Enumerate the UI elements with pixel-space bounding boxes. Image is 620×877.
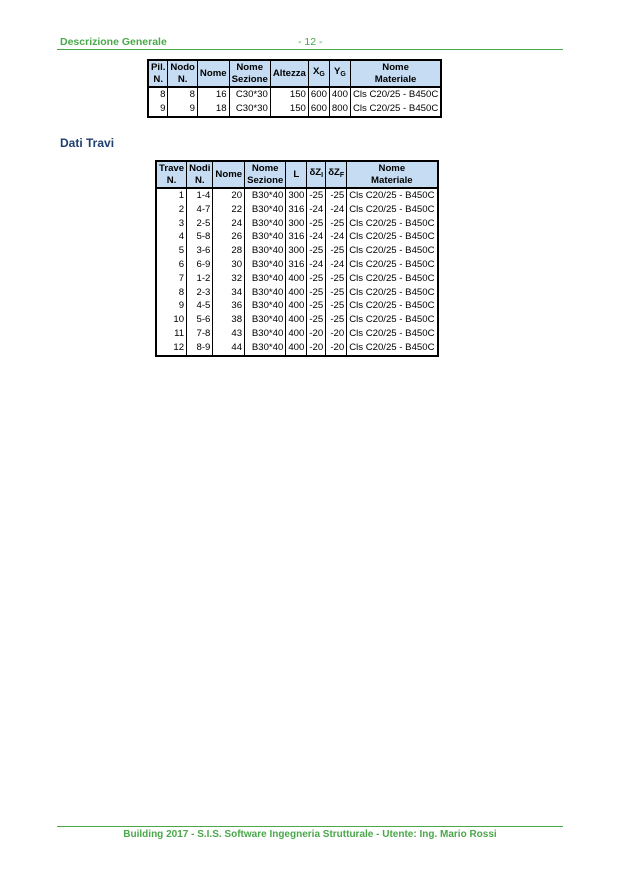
table-cell: -24 bbox=[326, 203, 347, 217]
table-row bbox=[156, 327, 438, 341]
table-cell: -20 bbox=[326, 327, 347, 341]
col-header-nodi: Nodi N. bbox=[187, 161, 213, 188]
table-cell: 26 bbox=[213, 230, 245, 244]
table-cell: -25 bbox=[307, 244, 326, 258]
col-header-pilastro: Pil. N. bbox=[148, 60, 168, 87]
col-header-delta-zi: $\delta Z_I$ bbox=[307, 161, 326, 188]
table-cell: 11 bbox=[156, 327, 187, 341]
table-cell: 400 bbox=[286, 341, 307, 356]
table-cell: 316 bbox=[286, 203, 307, 217]
table-row bbox=[156, 272, 438, 286]
table-cell: -24 bbox=[307, 258, 326, 272]
table-cell: 8 bbox=[148, 87, 168, 102]
table-cell: 9 bbox=[168, 102, 198, 117]
table-cell: B30*40 bbox=[245, 244, 286, 258]
table-cell: -25 bbox=[307, 272, 326, 286]
table-cell: B30*40 bbox=[245, 188, 286, 203]
table-cell: 2-3 bbox=[187, 286, 213, 300]
table-cell: C30*30 bbox=[229, 87, 270, 102]
col-header-nome-materiale: Nome Materiale bbox=[347, 161, 438, 188]
table-cell: Cls C20/25 - B450C bbox=[347, 258, 438, 272]
table-cell: 5-6 bbox=[187, 313, 213, 327]
table-cell: -25 bbox=[326, 188, 347, 203]
table-row bbox=[156, 217, 438, 231]
table-cell: 400 bbox=[286, 313, 307, 327]
table-cell: Cls C20/25 - B450C bbox=[347, 341, 438, 356]
table-cell: B30*40 bbox=[245, 286, 286, 300]
table-cell: 1 bbox=[156, 188, 187, 203]
table-cell: -25 bbox=[326, 299, 347, 313]
table-cell: 20 bbox=[213, 188, 245, 203]
table-cell: 5 bbox=[156, 244, 187, 258]
pilastri-table bbox=[147, 59, 442, 118]
pilastri-table-header bbox=[148, 60, 441, 87]
table-cell: 12 bbox=[156, 341, 187, 356]
table-row bbox=[156, 230, 438, 244]
table-cell: B30*40 bbox=[245, 341, 286, 356]
table-row bbox=[156, 313, 438, 327]
table-cell: 600 bbox=[308, 102, 329, 117]
table-cell: 5-8 bbox=[187, 230, 213, 244]
header-divider bbox=[57, 49, 563, 50]
table-cell: -20 bbox=[307, 341, 326, 356]
table-row bbox=[156, 244, 438, 258]
table-cell: B30*40 bbox=[245, 217, 286, 231]
table-row bbox=[156, 299, 438, 313]
table-cell: 800 bbox=[329, 102, 350, 117]
table-cell: 24 bbox=[213, 217, 245, 231]
travi-table-body bbox=[156, 188, 438, 356]
table-row bbox=[156, 258, 438, 272]
table-row bbox=[156, 188, 438, 203]
travi-table bbox=[155, 160, 439, 357]
footer-text: Building 2017 - S.I.S. Software Ingegneria Strutturale - Utente: Ing. Mario Rossi bbox=[123, 829, 497, 840]
table-cell: Cls C20/25 - B450C bbox=[347, 217, 438, 231]
table-cell: 32 bbox=[213, 272, 245, 286]
table-cell: -24 bbox=[326, 230, 347, 244]
table-cell: 8 bbox=[168, 87, 198, 102]
table-cell: B30*40 bbox=[245, 299, 286, 313]
table-cell: 150 bbox=[270, 87, 308, 102]
table-cell: B30*40 bbox=[245, 327, 286, 341]
table-cell: 316 bbox=[286, 258, 307, 272]
table-cell: 2-5 bbox=[187, 217, 213, 231]
table-cell: 4-5 bbox=[187, 299, 213, 313]
table-cell: Cls C20/25 - B450C bbox=[347, 299, 438, 313]
table-cell: 22 bbox=[213, 203, 245, 217]
table-cell: -25 bbox=[326, 272, 347, 286]
col-header-nome-sezione: Nome Sezione bbox=[245, 161, 286, 188]
table-cell: C30*30 bbox=[229, 102, 270, 117]
table-cell: 2 bbox=[156, 203, 187, 217]
col-header-nome-sezione: Nome Sezione bbox=[229, 60, 270, 87]
table-cell: B30*40 bbox=[245, 230, 286, 244]
table-row bbox=[156, 341, 438, 356]
table-cell: 400 bbox=[286, 286, 307, 300]
table-cell: B30*40 bbox=[245, 272, 286, 286]
table-cell: 316 bbox=[286, 230, 307, 244]
table-cell: -25 bbox=[326, 286, 347, 300]
table-cell: -24 bbox=[307, 203, 326, 217]
table-cell: 38 bbox=[213, 313, 245, 327]
section-title-dati-travi: Dati Travi bbox=[60, 136, 115, 150]
table-cell: Cls C20/25 - B450C bbox=[347, 244, 438, 258]
table-cell: 400 bbox=[286, 272, 307, 286]
col-header-trave: Trave N. bbox=[156, 161, 187, 188]
col-header-nome-materiale: Nome Materiale bbox=[350, 60, 441, 87]
table-row bbox=[156, 286, 438, 300]
table-cell: 1-4 bbox=[187, 188, 213, 203]
table-row bbox=[156, 203, 438, 217]
table-cell: Cls C20/25 - B450C bbox=[347, 313, 438, 327]
col-header-yg: $Y_G$ bbox=[329, 60, 350, 87]
table-cell: Cls C20/25 - B450C bbox=[350, 87, 441, 102]
table-cell: Cls C20/25 - B450C bbox=[347, 188, 438, 203]
table-cell: 28 bbox=[213, 244, 245, 258]
table-cell: B30*40 bbox=[245, 203, 286, 217]
col-header-altezza: Altezza bbox=[270, 60, 308, 87]
table-cell: 600 bbox=[308, 87, 329, 102]
table-cell: 4 bbox=[156, 230, 187, 244]
table-row bbox=[148, 102, 441, 117]
table-cell: -24 bbox=[307, 230, 326, 244]
table-cell: -25 bbox=[307, 217, 326, 231]
table-cell: 36 bbox=[213, 299, 245, 313]
table-cell: 10 bbox=[156, 313, 187, 327]
table-cell: 8-9 bbox=[187, 341, 213, 356]
table-cell: 3 bbox=[156, 217, 187, 231]
table-cell: -25 bbox=[307, 188, 326, 203]
col-header-nome: Nome bbox=[213, 161, 245, 188]
table-cell: Cls C20/25 - B450C bbox=[347, 327, 438, 341]
col-header-nome: Nome bbox=[197, 60, 229, 87]
page-number: - 12 - bbox=[298, 36, 323, 48]
table-cell: 400 bbox=[286, 299, 307, 313]
table-cell: 300 bbox=[286, 188, 307, 203]
table-cell: -20 bbox=[326, 341, 347, 356]
table-cell: 34 bbox=[213, 286, 245, 300]
table-cell: 44 bbox=[213, 341, 245, 356]
table-cell: 150 bbox=[270, 102, 308, 117]
table-cell: 4-7 bbox=[187, 203, 213, 217]
table-cell: 3-6 bbox=[187, 244, 213, 258]
table-cell: 9 bbox=[156, 299, 187, 313]
table-cell: -20 bbox=[307, 327, 326, 341]
col-header-xg: $X_G$ bbox=[308, 60, 329, 87]
table-cell: -25 bbox=[326, 217, 347, 231]
col-header-nodo: Nodo N. bbox=[168, 60, 198, 87]
table-cell: 43 bbox=[213, 327, 245, 341]
table-cell: -25 bbox=[326, 313, 347, 327]
table-cell: Cls C20/25 - B450C bbox=[347, 286, 438, 300]
table-cell: -25 bbox=[326, 244, 347, 258]
table-cell: 30 bbox=[213, 258, 245, 272]
table-cell: 16 bbox=[197, 87, 229, 102]
table-cell: Cls C20/25 - B450C bbox=[347, 203, 438, 217]
table-cell: 400 bbox=[286, 327, 307, 341]
table-cell: 1-2 bbox=[187, 272, 213, 286]
table-cell: -25 bbox=[307, 313, 326, 327]
table-cell: -25 bbox=[307, 286, 326, 300]
table-cell: -25 bbox=[307, 299, 326, 313]
col-header-lunghezza: L bbox=[286, 161, 307, 188]
table-cell: Cls C20/25 - B450C bbox=[347, 272, 438, 286]
pilastri-table-body bbox=[148, 87, 441, 117]
table-cell: Cls C20/25 - B450C bbox=[350, 102, 441, 117]
table-cell: -24 bbox=[326, 258, 347, 272]
travi-table-header bbox=[156, 161, 438, 188]
table-cell: B30*40 bbox=[245, 258, 286, 272]
table-cell: 400 bbox=[329, 87, 350, 102]
table-cell: Cls C20/25 - B450C bbox=[347, 230, 438, 244]
table-cell: B30*40 bbox=[245, 313, 286, 327]
table-cell: 9 bbox=[148, 102, 168, 117]
table-row bbox=[148, 87, 441, 102]
table-cell: 7 bbox=[156, 272, 187, 286]
page-header-title: Descrizione Generale bbox=[60, 36, 167, 48]
table-cell: 7-8 bbox=[187, 327, 213, 341]
footer-divider bbox=[57, 826, 563, 827]
table-cell: 300 bbox=[286, 217, 307, 231]
table-cell: 300 bbox=[286, 244, 307, 258]
table-cell: 6-9 bbox=[187, 258, 213, 272]
table-cell: 18 bbox=[197, 102, 229, 117]
table-cell: 6 bbox=[156, 258, 187, 272]
col-header-delta-zf: $\delta Z_F$ bbox=[326, 161, 347, 188]
table-cell: 8 bbox=[156, 286, 187, 300]
